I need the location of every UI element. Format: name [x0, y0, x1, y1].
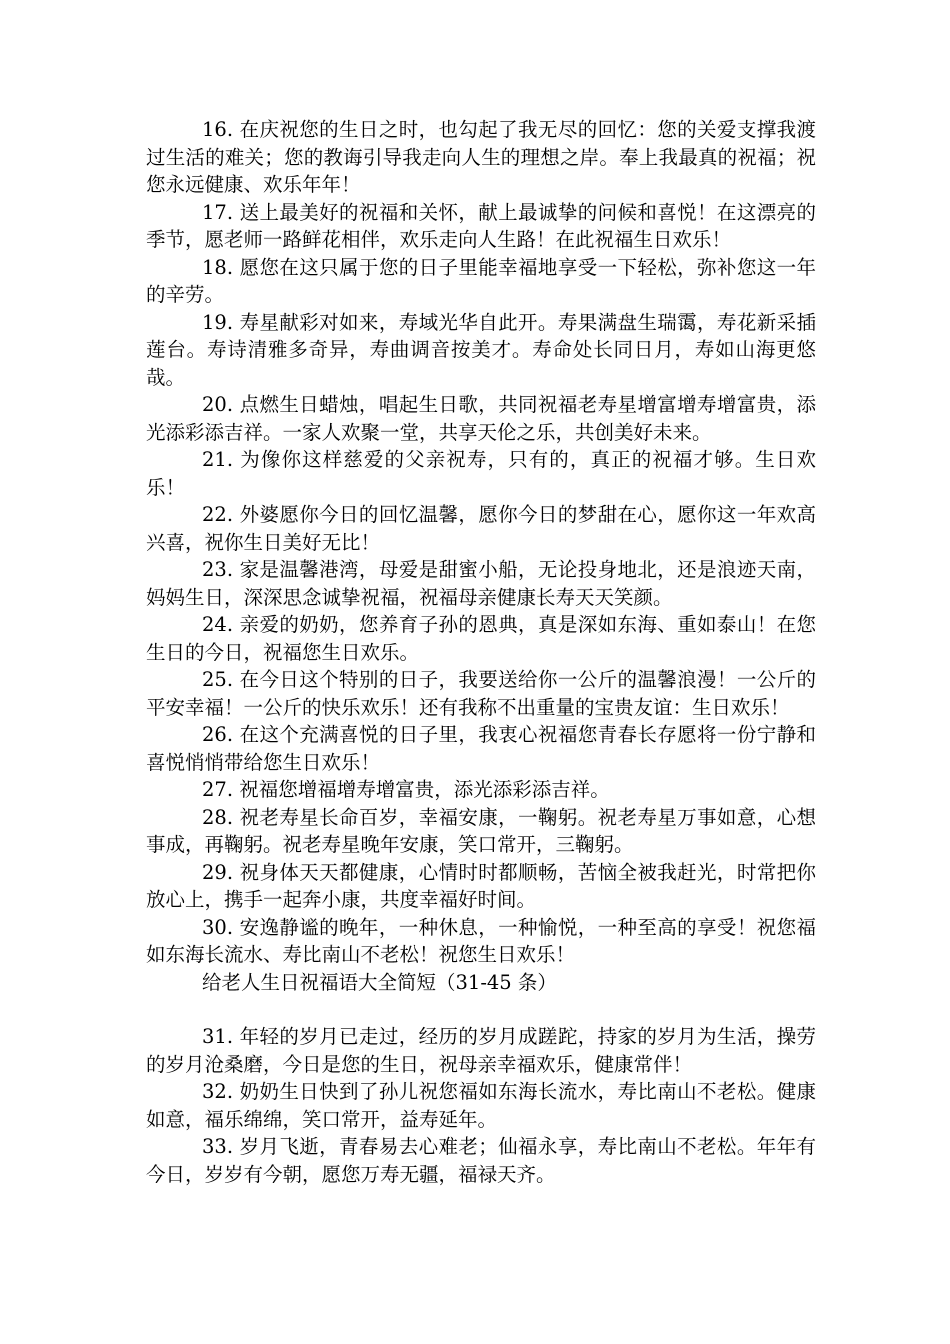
paragraph-32: 32. 奶奶生日快到了孙儿祝您福如东海长流水，寿比南山不老松。健康如意，福乐绵绵，笑口常开，益寿延年。 [146, 1080, 816, 1131]
document-page [146, 116, 816, 1188]
paragraph-28: 28. 祝老寿星长命百岁，幸福安康，一鞠躬。祝老寿星万事如意，心想事成，再鞠躬。祝老寿星晚年安康，笑口常开，三鞠躬。 [146, 805, 816, 856]
section-heading: 给老人生日祝福语大全简短（31-45 条） [202, 970, 557, 994]
paragraph-24: 24. 亲爱的奶奶，您养育子孙的恩典，真是深如东海、重如泰山！在您生日的今日，祝福您生日欢乐。 [146, 613, 816, 664]
paragraph-19: 19. 寿星献彩对如来，寿域光华自此开。寿果满盘生瑞霭，寿花新采插莲台。寿诗清雅多奇异，寿曲调音按美才。寿命处长同日月，寿如山海更悠哉。 [146, 310, 816, 389]
blank-line [146, 996, 816, 1023]
paragraph-30: 30. 安逸静谧的晚年，一种休息，一种愉悦，一种至高的享受！祝您福如东海长流水、寿比南山不老松！祝您生日欢乐！ [146, 915, 816, 966]
paragraph-17: 17. 送上最美好的祝福和关怀，献上最诚挚的问候和喜悦！在这漂亮的季节，愿老师一路鲜花相伴，欢乐走向人生路！在此祝福生日欢乐！ [146, 200, 816, 251]
paragraph-22: 22. 外婆愿你今日的回忆温馨，愿你今日的梦甜在心，愿你这一年欢高兴喜，祝你生日美好无比！ [146, 503, 816, 554]
paragraph-21: 21. 为像你这样慈爱的父亲祝寿，只有的，真正的祝福才够。生日欢乐！ [146, 448, 816, 499]
paragraph-20: 20. 点燃生日蜡烛，唱起生日歌，共同祝福老寿星增富增寿增富贵，添光添彩添吉祥。一家人欢聚一堂，共享天伦之乐，共创美好未来。 [146, 393, 816, 444]
paragraph-27: 27. 祝福您增福增寿增富贵，添光添彩添吉祥。 [202, 778, 610, 801]
paragraph-18: 18. 愿您在这只属于您的日子里能幸福地享受一下轻松，弥补您这一年的辛劳。 [146, 255, 816, 306]
paragraph-16: 16. 在庆祝您的生日之时，也勾起了我无尽的回忆：您的关爱支撑我渡过生活的难关；您的教诲引导我走向人生的理想之岸。奉上我最真的祝福；祝您永远健康、欢乐年年！ [146, 118, 816, 196]
paragraph-26: 26. 在这个充满喜悦的日子里，我衷心祝福您青春长存愿将一份宁静和喜悦悄悄带给您生日欢乐！ [146, 723, 816, 774]
paragraph-29: 29. 祝身体天天都健康，心情时时都顺畅，苦恼全被我赶光，时常把你放心上，携手一起奔小康，共度幸福好时间。 [146, 860, 816, 911]
paragraph-25: 25. 在今日这个特别的日子，我要送给你一公斤的温馨浪漫！一公斤的平安幸福！一公斤的快乐欢乐！还有我称不出重量的宝贵友谊：生日欢乐！ [146, 668, 816, 719]
paragraph-23: 23. 家是温馨港湾，母爱是甜蜜小船，无论投身地北，还是浪迹天南，妈妈生日，深深思念诚挚祝福，祝福母亲健康长寿天天笑颜。 [146, 558, 816, 609]
paragraph-31: 31. 年轻的岁月已走过，经历的岁月成蹉跎，持家的岁月为生活，操劳的岁月沧桑磨，今日是您的生日，祝母亲幸福欢乐，健康常伴！ [146, 1025, 816, 1076]
paragraph-33: 33. 岁月飞逝，青春易去心难老；仙福永享，寿比南山不老松。年年有今日，岁岁有今朝，愿您万寿无疆，福禄天齐。 [146, 1135, 816, 1186]
